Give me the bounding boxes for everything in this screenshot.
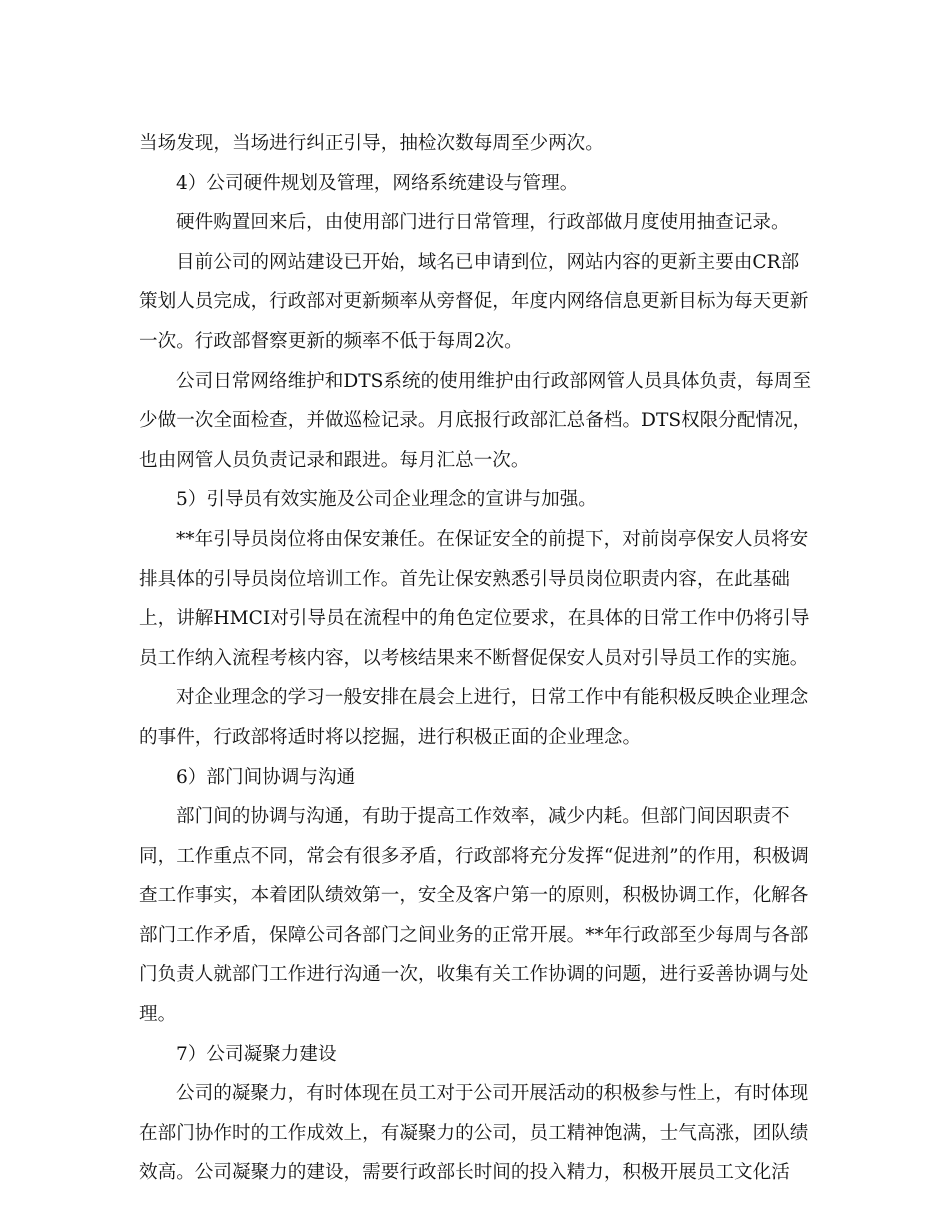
text-line: 上，讲解HMCI对引导员在流程中的角色定位要求，在具体的日常工作中仍将引导 bbox=[139, 608, 810, 630]
text-line: 部门工作矛盾，保障公司各部门之间业务的正常开展。**年行政部至少每周与各部 bbox=[139, 924, 809, 946]
text-line: 效高。公司凝聚力的建设，需要行政部长时间的投入精力，积极开展员工文化活 bbox=[139, 1162, 790, 1184]
text-line: 部门间的协调与沟通，有助于提高工作效率，减少内耗。但部门间因职责不 bbox=[176, 806, 790, 828]
text-line: 理。 bbox=[139, 1004, 177, 1026]
text-line: **年引导员岗位将由保安兼任。在保证安全的前提下，对前岗亭保安人员将安 bbox=[176, 528, 809, 550]
text-line: 公司的凝聚力，有时体现在员工对于公司开展活动的积极参与性上，有时体现 bbox=[176, 1083, 809, 1105]
text-line: 策划人员完成，行政部对更新频率从旁督促，年度内网络信息更新目标为每天更新 bbox=[139, 291, 809, 313]
text-line: 员工作纳入流程考核内容，以考核结果来不断督促保安人员对引导员工作的实施。 bbox=[139, 647, 809, 669]
document-page bbox=[139, 124, 814, 1193]
text-line: 硬件购置回来后，由使用部门进行日常管理，行政部做月度使用抽查记录。 bbox=[176, 212, 790, 234]
text-line: 查工作事实，本着团队绩效第一，安全及客户第一的原则，积极协调工作，化解各 bbox=[139, 885, 809, 907]
text-line: 目前公司的网站建设已开始，域名已申请到位，网站内容的更新主要由CR部 bbox=[176, 251, 800, 273]
text-line: 同，工作重点不同，常会有很多矛盾，行政部将充分发挥“促进剂”的作用，积极调 bbox=[139, 845, 809, 867]
text-line: 4）公司硬件规划及管理，网络系统建设与管理。 bbox=[176, 172, 579, 194]
text-line: 也由网管人员负责记录和跟进。每月汇总一次。 bbox=[139, 449, 530, 471]
text-line: 6）部门间协调与沟通 bbox=[176, 766, 356, 788]
text-line: 排具体的引导员岗位培训工作。首先让保安熟悉引导员岗位职责内容，在此基础 bbox=[139, 568, 790, 590]
text-line: 少做一次全面检查，并做巡检记录。月底报行政部汇总备档。DTS权限分配情况， bbox=[139, 410, 812, 432]
text-line: 在部门协作时的工作成效上，有凝聚力的公司，员工精神饱满，士气高涨，团队绩 bbox=[139, 1122, 809, 1144]
text-line: 当场发现，当场进行纠正引导，抽检次数每周至少两次。 bbox=[139, 133, 604, 154]
text-line: 对企业理念的学习一般安排在晨会上进行，日常工作中有能积极反映企业理念 bbox=[176, 687, 809, 709]
text-line: 5）引导员有效实施及公司企业理念的宣讲与加强。 bbox=[176, 489, 597, 511]
text-line: 7）公司凝聚力建设 bbox=[176, 1043, 337, 1065]
text-line: 的事件，行政部将适时将以挖掘，进行积极正面的企业理念。 bbox=[139, 726, 642, 748]
text-line: 门负责人就部门工作进行沟通一次，收集有关工作协调的问题，进行妥善协调与处 bbox=[139, 964, 809, 986]
text-line: 公司日常网络维护和DTS系统的使用维护由行政部网管人员具体负责，每周至 bbox=[176, 370, 812, 392]
text-line: 一次。行政部督察更新的频率不低于每周2次。 bbox=[139, 330, 523, 352]
